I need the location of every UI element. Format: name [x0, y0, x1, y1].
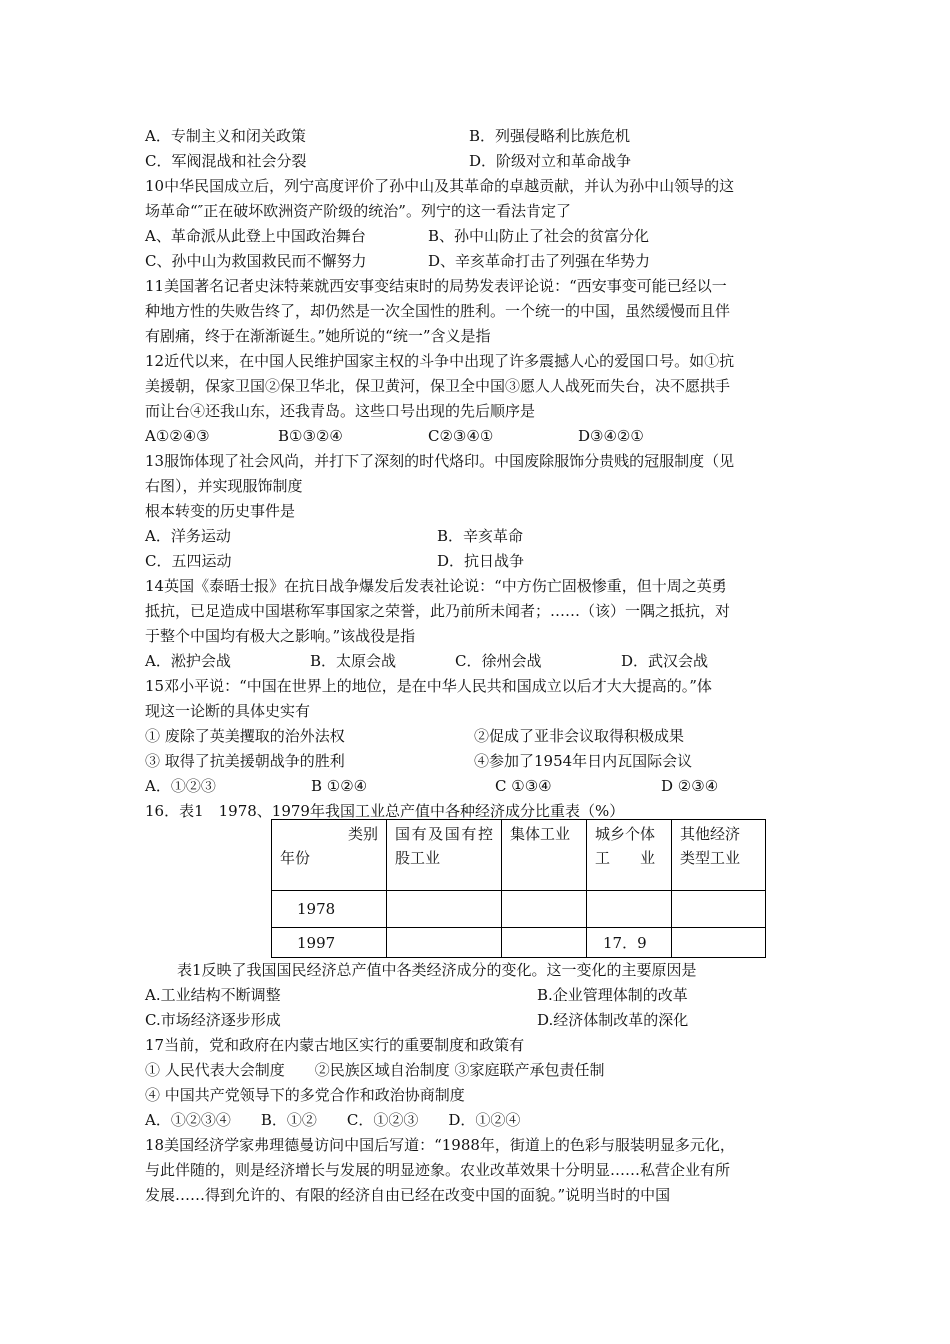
q9-option-b: B．列强侵略利比族危机: [469, 127, 631, 145]
row-cell-individual: 17．9: [587, 928, 672, 958]
q16-option-c: C.市场经济逐步形成: [145, 1011, 281, 1029]
q16-option-b: B.企业管理体制的改革: [537, 986, 688, 1004]
corner-year-label: 年份: [280, 849, 311, 867]
q12-option-a: A①②④③: [145, 427, 210, 445]
q13-option-b: B．辛亥革命: [437, 527, 524, 545]
q15-option-b: B ①②④: [311, 777, 368, 795]
q17-stem-line1: 17当前，党和政府在内蒙古地区实行的重要制度和政策有: [145, 1036, 525, 1054]
corner-category-label: 类别: [347, 825, 378, 843]
q14-option-d: D．武汉会战: [621, 652, 709, 670]
q11-stem-line1: 11美国著名记者史沫特莱就西安事变结束时的局势发表评论说：“西安事变可能已经以一: [145, 277, 727, 295]
q15-option-a: A．①②③: [145, 777, 216, 795]
q12-option-b: B①③②④: [278, 427, 343, 445]
q10-option-a: A、革命派从此登上中国政治舞台: [145, 227, 366, 245]
header-other-label-top: 其他经济: [680, 825, 741, 843]
table-header-row: [272, 820, 766, 891]
q12-option-c: C②③④①: [428, 427, 494, 445]
q9-option-a: A．专制主义和闭关政策: [145, 127, 306, 145]
q14-stem-line1: 14英国《泰晤士报》在抗日战争爆发后发表社论说：“中方伤亡固极惨重，但十周之英勇: [145, 577, 727, 595]
table-row: [272, 928, 766, 958]
q16-stem: 表1反映了我国国民经济总产值中各类经济成分的变化。这一变化的主要原因是: [177, 961, 697, 979]
header-collective-label: 集体工业: [510, 825, 571, 843]
row-cell-state-owned: [387, 891, 502, 928]
q12-stem-line1: 12近代以来，在中国人民维护国家主权的斗争中出现了许多震撼人心的爱国口号。如①抗: [145, 352, 735, 370]
q10-option-b: B、孙中山防止了社会的贫富分化: [428, 227, 650, 245]
q12-stem-line2: 美援朝，保家卫国②保卫华北，保卫黄河，保卫全中国③愿人人战死而失台，决不愿拱手: [145, 377, 731, 395]
table-row: [272, 891, 766, 928]
q14-option-b: B．太原会战: [310, 652, 397, 670]
header-other: [672, 820, 766, 891]
q13-stem-line3: 根本转变的历史事件是: [145, 502, 296, 520]
q14-stem-line3: 于整个中国均有极大之影响。”该战役是指: [145, 627, 416, 645]
q10-stem-line1: 10中华民国成立后，列宁高度评价了孙中山及其革命的卓越贡献，并认为孙中山领导的这: [145, 177, 735, 195]
q10-option-d: D、辛亥革命打击了列强在华势力: [428, 252, 651, 270]
q15-stem-line2: 现这一论断的具体史实有: [145, 702, 311, 720]
q15-statement-3: ③ 取得了抗美援朝战争的胜利: [145, 752, 345, 770]
q15-stem-line1: 15邓小平说：“中国在世界上的地位，是在中华人民共和国成立以后才大大提高的。”体: [145, 677, 712, 695]
q12-stem-line3: 而让台④还我山东，还我青岛。这些口号出现的先后顺序是: [145, 402, 536, 420]
row-year-cell: 1978: [272, 891, 387, 928]
q16-option-a: A.工业结构不断调整: [145, 986, 281, 1004]
q14-stem-line2: 抵抗，已足造成中国堪称军事国家之荣誉，此乃前所未闻者；……（该）一隅之抵抗，对: [145, 602, 731, 620]
q11-stem-line3: 有剧痛，终于在渐渐诞生。”她所说的“统一”含义是指: [145, 327, 491, 345]
q17-statements-line1: ① 人民代表大会制度 ②民族区域自治制度 ③家庭联产承包责任制: [145, 1061, 605, 1079]
header-collective: [502, 820, 587, 891]
q10-option-c: C、孙中山为救国救民而不懈努力: [145, 252, 367, 270]
row-year-cell: 1997: [272, 928, 387, 958]
q13-option-c: C．五四运动: [145, 552, 232, 570]
q17-options: A．①②③④ B．①② C．①②③ D．①②④: [145, 1111, 521, 1129]
q12-option-d: D③④②①: [578, 427, 644, 445]
q11-stem-line2: 种地方性的失败告终了，却仍然是一次全国性的胜利。一个统一的中国，虽然缓慢而且伴: [145, 302, 731, 320]
header-state-owned-label: 国有及国有控股工业: [395, 825, 493, 867]
row-cell-state-owned: [387, 928, 502, 958]
header-individual-label-top: 城乡个体: [595, 825, 656, 843]
row-cell-individual: [587, 891, 672, 928]
q16-option-d: D.经济体制改革的深化: [537, 1011, 689, 1029]
q14-option-c: C．徐州会战: [455, 652, 542, 670]
q15-statement-4: ④参加了1954年日内瓦国际会议: [474, 752, 693, 770]
q15-option-c: C ①③④: [495, 777, 552, 795]
q14-option-a: A．淞护会战: [145, 652, 231, 670]
row-cell-other: [672, 928, 766, 958]
q16-data-table: [271, 819, 766, 958]
q13-option-a: A．洋务运动: [145, 527, 231, 545]
header-individual: [587, 820, 672, 891]
q15-option-d: D ②③④: [661, 777, 719, 795]
q9-option-d: D．阶级对立和革命战争: [469, 152, 632, 170]
q13-option-d: D．抗日战争: [437, 552, 525, 570]
header-state-owned: [387, 820, 502, 891]
q17-statements-line2: ④ 中国共产党领导下的多党合作和政治协商制度: [145, 1086, 465, 1104]
q18-stem-line1: 18美国经济学家弗理德曼访问中国后写道：“1988年，街道上的色彩与服装明显多元化，: [145, 1136, 735, 1154]
row-cell-collective: [502, 928, 587, 958]
q10-stem-line2: 场革命“″正在破坏欧洲资产阶级的统治”。列宁的这一看法肯定了: [145, 202, 571, 220]
q16-table-caption: 16．表1 1978、1979年我国工业总产值中各种经济成分比重表（%）: [145, 802, 625, 820]
q13-stem-line2: 右图），并实现服饰制度: [145, 477, 303, 495]
header-other-label-bottom: 类型工业: [680, 849, 741, 867]
q13-stem-line1: 13服饰体现了社会风尚，并打下了深刻的时代烙印。中国废除服饰分贵贱的冠服制度（见: [145, 452, 735, 470]
q9-option-c: C．军阀混战和社会分裂: [145, 152, 307, 170]
q18-stem-line2: 与此伴随的，则是经济增长与发展的明显迹象。农业改革效果十分明显……私营企业有所: [145, 1161, 731, 1179]
q18-stem-line3: 发展……得到允许的、有限的经济自由已经在改变中国的面貌。”说明当时的中国: [145, 1186, 671, 1204]
row-cell-other: [672, 891, 766, 928]
header-individual-label-bottom: 工 业: [595, 849, 656, 867]
q15-statement-1: ① 废除了英美攫取的治外法权: [145, 727, 345, 745]
row-cell-collective: [502, 891, 587, 928]
table-corner-cell: [272, 820, 387, 891]
q15-statement-2: ②促成了亚非会议取得积极成果: [474, 727, 685, 745]
